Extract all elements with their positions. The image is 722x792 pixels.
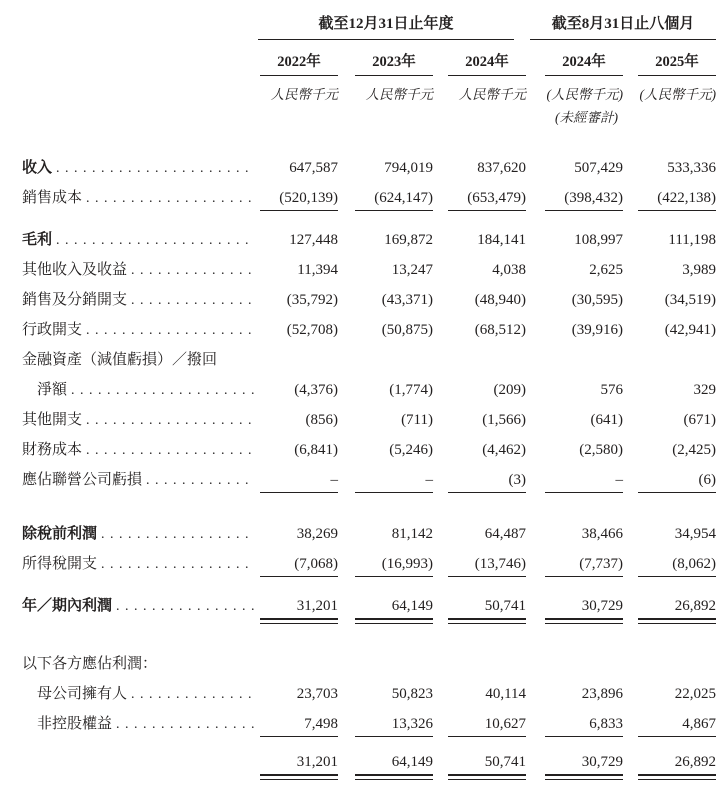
cell-value: (2,425) [672, 442, 717, 458]
cell-value: (624,147) [355, 190, 433, 211]
row-label: 除稅前利潤 [22, 526, 98, 542]
table-row [22, 464, 716, 506]
cell-value: 3,989 [682, 262, 717, 278]
row-label: 行政開支 [22, 322, 83, 338]
table-row [22, 374, 716, 404]
value-cell [433, 636, 526, 678]
unit-label: 人民幣千元 [458, 87, 527, 102]
table-row [22, 708, 716, 750]
cell-value: (5,246) [389, 442, 433, 458]
cell-value: (856) [305, 412, 338, 428]
cell-value: (520,139) [260, 190, 338, 211]
dot-leader [86, 442, 254, 459]
dot-leader [101, 526, 254, 543]
table-row [22, 284, 716, 314]
cell-value: 30,729 [545, 754, 623, 776]
value-cell [258, 464, 338, 506]
dot-leader [131, 686, 254, 703]
cell-value: 647,587 [289, 160, 338, 176]
value-cell [338, 182, 433, 224]
value-cell [338, 284, 433, 314]
value-cell [433, 506, 526, 548]
value-cell [623, 182, 716, 224]
value-cell [258, 182, 338, 224]
cell-value: – [355, 472, 433, 493]
cell-value: (209) [493, 382, 527, 398]
table-row [22, 506, 716, 548]
year-col-4 [526, 40, 623, 76]
dot-leader [101, 556, 254, 573]
row-label: 淨額 [37, 382, 68, 398]
value-cell [258, 224, 338, 254]
cell-value: 50,823 [391, 686, 433, 702]
section-label-row [22, 344, 716, 374]
row-label-cell [22, 750, 258, 792]
dot-leader [116, 598, 254, 615]
value-cell [433, 434, 526, 464]
cell-value: 31,201 [260, 598, 338, 620]
value-cell [526, 708, 623, 750]
section-label-row [22, 636, 716, 678]
table-row [22, 678, 716, 708]
year-label: 2023年 [355, 40, 433, 76]
value-cell [526, 344, 623, 374]
row-label: 其他開支 [22, 412, 83, 428]
cell-value: (2,580) [579, 442, 624, 458]
value-cell [623, 590, 716, 636]
table-body [22, 152, 716, 792]
row-label-cell [22, 182, 258, 224]
value-cell [258, 636, 338, 678]
row-label-cell [22, 284, 258, 314]
row-label-cell [22, 344, 258, 374]
value-cell [623, 506, 716, 548]
cell-value: 40,114 [485, 686, 527, 702]
cell-value: 22,025 [674, 686, 717, 702]
value-cell [623, 344, 716, 374]
cell-value: 4,867 [638, 716, 716, 737]
value-cell [526, 636, 623, 678]
cell-value: (16,993) [355, 556, 433, 577]
cell-value: 127,448 [289, 232, 338, 248]
row-label: 銷售及分銷開支 [22, 292, 128, 308]
row-label-cell [22, 314, 258, 344]
cell-value: (68,512) [474, 322, 527, 338]
value-cell [623, 750, 716, 792]
cell-value: 837,620 [477, 160, 527, 176]
dot-leader [86, 190, 254, 207]
cell-value: (43,371) [381, 292, 433, 308]
cell-value: 64,149 [355, 598, 433, 620]
value-cell [526, 548, 623, 590]
table-row [22, 152, 716, 182]
unaudited-note: (未經審計) [555, 110, 619, 125]
cell-value: (39,916) [571, 322, 624, 338]
cell-value: 169,872 [384, 232, 433, 248]
value-cell [623, 254, 716, 284]
cell-value: 2,625 [589, 262, 624, 278]
value-cell [526, 374, 623, 404]
value-cell [433, 314, 526, 344]
dot-leader [56, 160, 254, 177]
year-label: 2024年 [545, 40, 623, 76]
cell-value: (422,138) [638, 190, 716, 211]
value-cell [258, 404, 338, 434]
row-label-cell [22, 464, 258, 506]
cell-value: 26,892 [638, 754, 716, 776]
value-cell [526, 506, 623, 548]
table-row [22, 224, 716, 254]
unit-label: (人民幣千元) [639, 87, 717, 102]
cell-value: (4,462) [482, 442, 527, 458]
row-label-cell [22, 374, 258, 404]
cell-value: (48,940) [474, 292, 527, 308]
value-cell [433, 678, 526, 708]
cell-value: (13,746) [448, 556, 526, 577]
value-cell [258, 344, 338, 374]
table-row [22, 404, 716, 434]
cell-value: – [260, 472, 338, 493]
value-cell [258, 590, 338, 636]
cell-value: 64,149 [355, 754, 433, 776]
cell-value: 329 [693, 382, 717, 398]
value-cell [258, 434, 338, 464]
cell-value: 23,703 [296, 686, 338, 702]
header-spacer [22, 40, 258, 76]
cell-value: (34,519) [664, 292, 717, 308]
cell-value: (671) [683, 412, 717, 428]
value-cell [258, 314, 338, 344]
row-label: 毛利 [22, 232, 53, 248]
value-cell [623, 678, 716, 708]
cell-value: (641) [590, 412, 624, 428]
value-cell [338, 678, 433, 708]
value-cell [623, 374, 716, 404]
cell-value: 38,269 [296, 526, 338, 542]
value-cell [338, 314, 433, 344]
value-cell [623, 404, 716, 434]
table-row [22, 314, 716, 344]
value-cell [433, 152, 526, 182]
row-label: 金融資產（減值虧損）／撥回 [22, 352, 218, 368]
dot-leader [131, 262, 254, 279]
value-cell [338, 464, 433, 506]
value-cell [338, 404, 433, 434]
value-cell [338, 374, 433, 404]
cell-value: 13,326 [355, 716, 433, 737]
cell-value: 7,498 [260, 716, 338, 737]
cell-value: 10,627 [448, 716, 526, 737]
cell-value: (8,062) [638, 556, 716, 577]
header-spacer [22, 76, 258, 103]
value-cell [258, 548, 338, 590]
income-statement-table [22, 12, 716, 792]
value-cell [338, 506, 433, 548]
cell-value: 81,142 [391, 526, 433, 542]
value-cell [623, 224, 716, 254]
cell-value: (7,068) [260, 556, 338, 577]
value-cell [258, 678, 338, 708]
value-cell [623, 708, 716, 750]
cell-value: 34,954 [674, 526, 717, 542]
cell-value: (50,875) [381, 322, 433, 338]
dot-leader [86, 412, 254, 429]
cell-value: (42,941) [664, 322, 717, 338]
value-cell [526, 152, 623, 182]
year-col-3 [433, 40, 526, 76]
value-cell [623, 464, 716, 506]
row-label: 母公司擁有人 [37, 686, 128, 702]
value-cell [338, 590, 433, 636]
cell-value: (3) [448, 472, 526, 493]
row-label: 所得稅開支 [22, 556, 98, 572]
value-cell [526, 750, 623, 792]
dot-leader [116, 716, 254, 733]
cell-value: (52,708) [286, 322, 338, 338]
value-cell [623, 434, 716, 464]
value-cell [338, 750, 433, 792]
value-cell [433, 464, 526, 506]
cell-value: 794,019 [384, 160, 433, 176]
dot-leader [56, 232, 254, 249]
year-label: 2022年 [260, 40, 338, 76]
row-label: 應佔聯營公司虧損 [22, 472, 143, 488]
unit-label: 人民幣千元 [270, 87, 338, 102]
value-cell [433, 590, 526, 636]
cell-value: 50,741 [448, 598, 526, 620]
value-cell [526, 224, 623, 254]
value-cell [433, 374, 526, 404]
year-label: 2024年 [448, 40, 526, 76]
row-label-cell [22, 590, 258, 636]
value-cell [526, 284, 623, 314]
value-cell [526, 464, 623, 506]
cell-value: 50,741 [448, 754, 526, 776]
row-label: 銷售成本 [22, 190, 83, 206]
cell-value: 507,429 [574, 160, 624, 176]
cell-value: (1,774) [389, 382, 433, 398]
value-cell [623, 636, 716, 678]
cell-value: (7,737) [545, 556, 623, 577]
row-label-cell [22, 224, 258, 254]
value-cell [338, 548, 433, 590]
year-col-2 [338, 40, 433, 76]
cell-value: (35,792) [286, 292, 338, 308]
cell-value: (398,432) [545, 190, 623, 211]
row-label: 財務成本 [22, 442, 83, 458]
row-label-cell [22, 404, 258, 434]
cell-value: 13,247 [391, 262, 433, 278]
value-cell [338, 152, 433, 182]
table-row [22, 254, 716, 284]
cell-value: – [545, 472, 623, 493]
value-cell [258, 708, 338, 750]
unit-row [22, 76, 716, 103]
value-cell [526, 678, 623, 708]
unit-label: 人民幣千元 [365, 87, 433, 102]
cell-value: 23,896 [581, 686, 624, 702]
value-cell [338, 434, 433, 464]
year-col-5 [623, 40, 716, 76]
table-row [22, 434, 716, 464]
value-cell [433, 254, 526, 284]
table-row [22, 750, 716, 792]
period-group-interim-title: 截至8月31日止八個月 [530, 12, 716, 40]
value-cell [338, 344, 433, 374]
cell-value: (30,595) [571, 292, 624, 308]
year-col-1 [258, 40, 338, 76]
value-cell [433, 548, 526, 590]
cell-value: 111,198 [668, 232, 717, 248]
value-cell [433, 224, 526, 254]
value-cell [526, 314, 623, 344]
value-cell [623, 152, 716, 182]
row-label-cell [22, 506, 258, 548]
period-group-row [22, 12, 716, 40]
value-cell [433, 404, 526, 434]
cell-value: (1,566) [482, 412, 527, 428]
row-label: 收入 [22, 160, 53, 176]
header-spacer [22, 12, 258, 40]
value-cell [258, 750, 338, 792]
value-cell [258, 152, 338, 182]
value-cell [526, 254, 623, 284]
period-group-interim [526, 12, 716, 40]
value-cell [433, 344, 526, 374]
value-cell [258, 506, 338, 548]
table-row [22, 182, 716, 224]
note-row [22, 103, 716, 126]
table-header [22, 12, 716, 152]
value-cell [623, 548, 716, 590]
value-cell [526, 404, 623, 434]
value-cell [526, 182, 623, 224]
table-row [22, 548, 716, 590]
row-label: 年／期內利潤 [22, 598, 113, 614]
period-group-annual [258, 12, 526, 40]
cell-value: 4,038 [492, 262, 527, 278]
cell-value: (711) [401, 412, 433, 428]
cell-value: 31,201 [260, 754, 338, 776]
header-spacer [22, 103, 258, 126]
row-label-cell [22, 708, 258, 750]
cell-value: 6,833 [545, 716, 623, 737]
value-cell [338, 636, 433, 678]
value-cell [338, 224, 433, 254]
value-cell [433, 708, 526, 750]
cell-value: (6) [638, 472, 716, 493]
dot-leader [131, 292, 254, 309]
dot-leader [71, 382, 254, 399]
cell-value: 26,892 [638, 598, 716, 620]
row-label-cell [22, 678, 258, 708]
year-row [22, 40, 716, 76]
row-label: 其他收入及收益 [22, 262, 128, 278]
value-cell [338, 254, 433, 284]
value-cell [433, 750, 526, 792]
cell-value: (4,376) [294, 382, 338, 398]
period-group-annual-title: 截至12月31日止年度 [258, 12, 514, 40]
row-label-cell [22, 434, 258, 464]
dot-leader [146, 472, 254, 489]
row-label-cell [22, 152, 258, 182]
value-cell [258, 254, 338, 284]
unit-label: (人民幣千元) [546, 87, 624, 102]
table-row [22, 590, 716, 636]
value-cell [258, 284, 338, 314]
cell-value: 11,394 [297, 262, 338, 278]
cell-value: 184,141 [477, 232, 527, 248]
year-label: 2025年 [638, 40, 716, 76]
cell-value: 38,466 [581, 526, 624, 542]
value-cell [258, 374, 338, 404]
row-label-cell [22, 548, 258, 590]
dot-leader [86, 322, 254, 339]
value-cell [623, 284, 716, 314]
row-label-cell [22, 254, 258, 284]
row-label: 以下各方應佔利潤： [22, 656, 158, 672]
cell-value: 64,487 [484, 526, 527, 542]
value-cell [623, 314, 716, 344]
row-label-cell [22, 636, 258, 678]
value-cell [526, 590, 623, 636]
row-label: 非控股權益 [37, 716, 113, 732]
cell-value: 533,336 [667, 160, 717, 176]
cell-value: 30,729 [545, 598, 623, 620]
value-cell [433, 182, 526, 224]
value-cell [338, 708, 433, 750]
cell-value: (6,841) [294, 442, 338, 458]
cell-value: (653,479) [448, 190, 526, 211]
header-padding-row [22, 126, 716, 152]
value-cell [526, 434, 623, 464]
cell-value: 108,997 [574, 232, 624, 248]
value-cell [433, 284, 526, 314]
cell-value: 576 [600, 382, 624, 398]
